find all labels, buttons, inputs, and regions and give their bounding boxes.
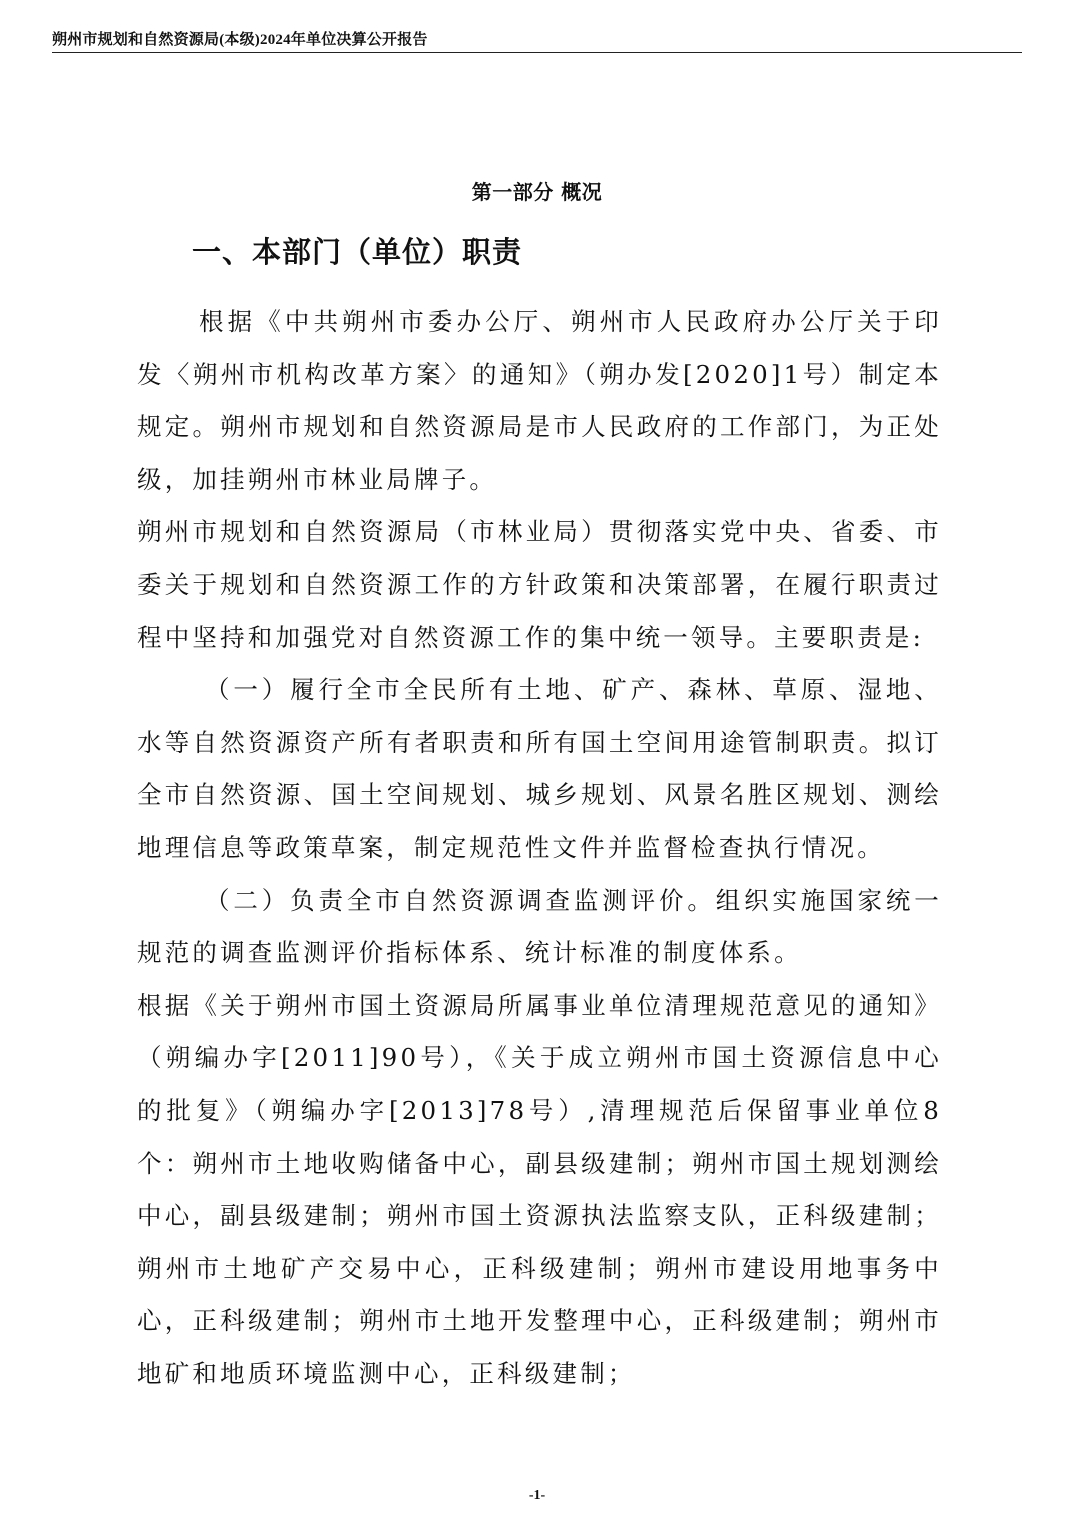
paragraph-mission: 朔州市规划和自然资源局（市林业局）贯彻落实党中央、省委、市委关于规划和自然资源工作的方针政策和决策部署，在履行职责过程中坚持和加强党对自然资源工作的集中统一领导。主要职责是: <box>137 517 942 652</box>
page-number: -1- <box>528 1488 546 1503</box>
paragraph-institutions: 根据《关于朔州市国土资源局所属事业单位清理规范意见的通知》（朔编办字[2011]90号），《关于成立朔州市国土资源信息中心的批复》（朔编办字[2013]78号）,清理规范后保留事业单位8个：朔州市土地收购储备中心，副县级建制；朔州市国土规划测绘中心，副县级建制；朔州市国土资源执法监察支队，正科级建制；朔州市土地矿产交易中心，正科级建制；朔州市建设用地事务中心，正科级建制；朔州市土地开发整理中心，正科级建制；朔州市地矿和地质环境监测中心，正科级建制； <box>137 990 942 1388</box>
document-body <box>137 296 942 1400</box>
paragraph-duty-2: （二）负责全市自然资源调查监测评价。组织实施国家统一规范的调查监测评价指标体系、统计标准的制度体系。 <box>137 885 942 968</box>
paragraph-duty-1: （一）履行全市全民所有土地、矿产、森林、草原、湿地、水等自然资源资产所有者职责和所有国土空间用途管制职责。拟订全市自然资源、国土空间规划、城乡规划、风景名胜区规划、测绘地理信息等政策草案，制定规范性文件并监督检查执行情况。 <box>137 675 942 862</box>
header-divider <box>52 52 1022 53</box>
section-heading: 一、本部门（单位）职责 <box>192 235 523 269</box>
part-title: 第一部分 概况 <box>471 180 603 204</box>
running-header-title: 朔州市规划和自然资源局(本级)2024年单位决算公开报告 <box>52 32 428 48</box>
paragraph-legal-basis: 根据《中共朔州市委办公厅、朔州市人民政府办公厅关于印发〈朔州市机构改革方案〉的通知》（朔办发[2020]1号）制定本规定。朔州市规划和自然资源局是市人民政府的工作部门，为正处级，加挂朔州市林业局牌子。 <box>137 307 942 494</box>
